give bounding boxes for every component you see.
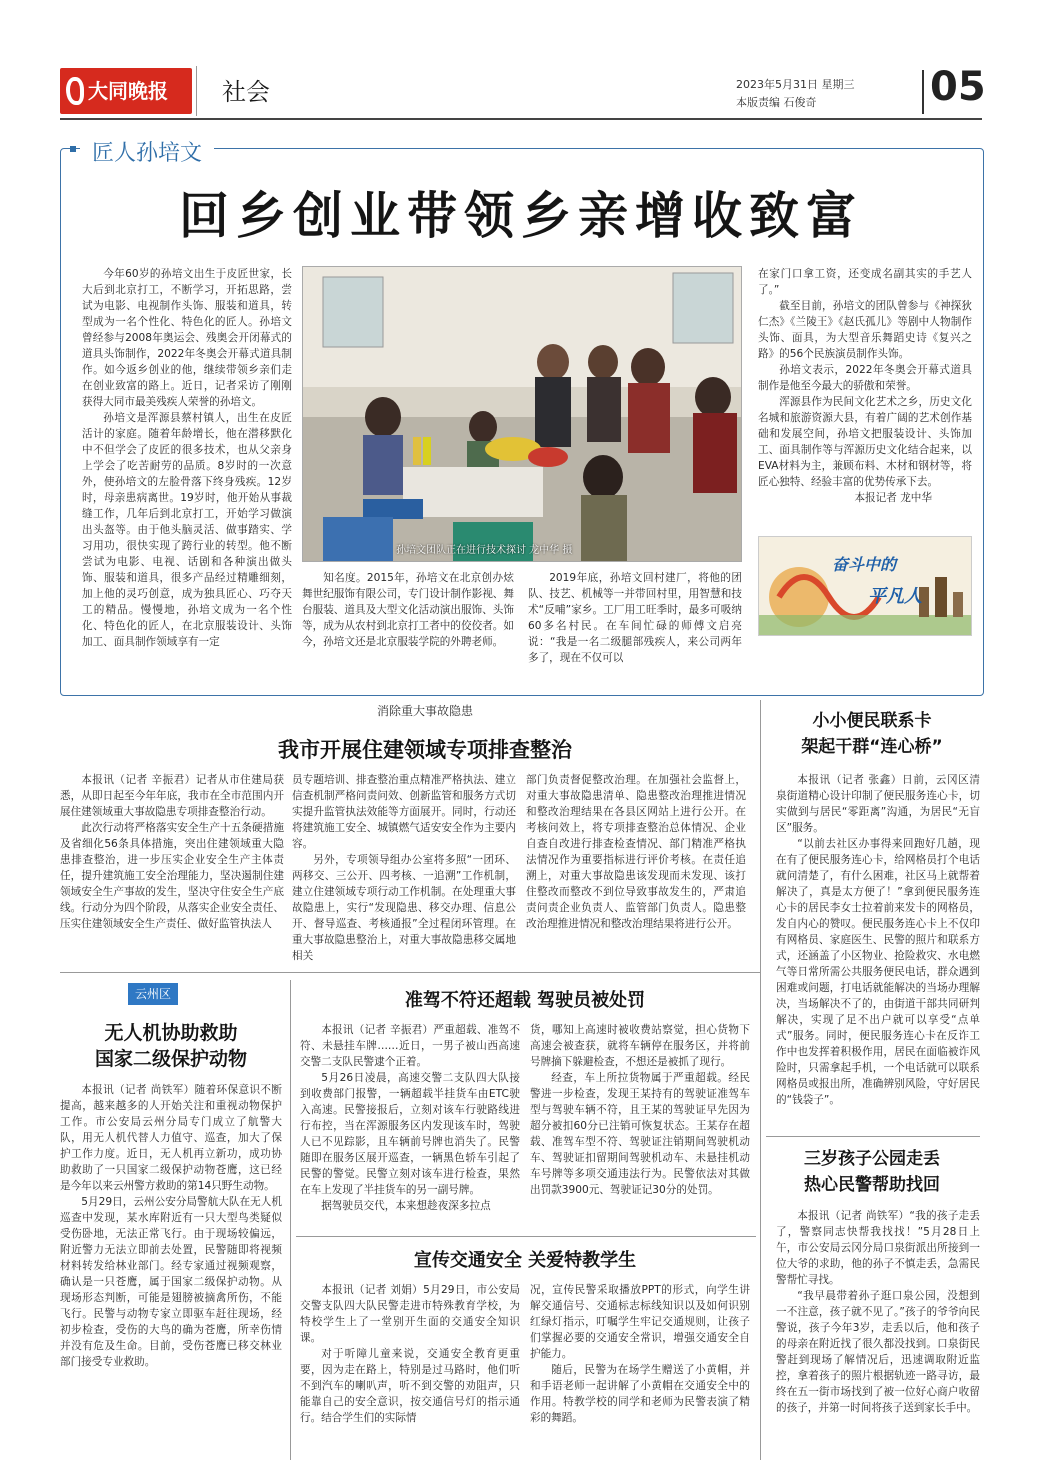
overload-headline: 准驾不符还超载 驾驶员被处罚 <box>404 990 646 1011</box>
paragraph: 本报讯（记者 辛振君）严重超载、准驾不符、未悬挂车牌……近日，一男子被山西高速交警二支队民警逮个正着。 <box>300 1024 520 1068</box>
paragraph: 部门负责督促整改治理。在加强社会监督上，对重大事故隐患清单、隐患整改治理推进情况和整改治理结果在各县区网站上进行公开。在考核问效上，将专项排查整治总体情况、企业自查自改进行排查检查情况、部门精准严格执法情况作为重要指标进行评价考核。在责任追溯上，对重大事故隐患该发现而未发现、该打住整改而整改不到位导致事故发生的，严肃追责问责企业负责人、监管部门负责人。隐患整改治理推进情况和整改治理结果将进行公开。 <box>526 774 746 930</box>
paragraph: 货，哪知上高速时被收费站察觉，担心货物下高速会被查获，就将车辆停在服务区，并将前号牌摘下躲避检查，不想还是被抓了现行。 <box>530 1024 750 1068</box>
feature-column-4 <box>758 266 972 506</box>
feature-photo <box>302 266 742 562</box>
paragraph: 本报讯（记者 尚铁军）随着环保意识不断提高，越来越多的人开始关注和重视动物保护工作。市公安局云州分局专门成立了航警大队，用无人机代替人力值守、巡查，加大了保护工作力度。近日，无人机再立新功，成功协助救助了一只国家二级保护动物苍鹰，这已经是今年以来云州警方救助的第14只野生动物。 <box>60 1084 282 1192</box>
page-editor: 本版责编 石俊奇 <box>736 96 817 109</box>
district-tag: 云州区 <box>128 983 178 1005</box>
feature-headline: 回乡创业带领乡亲增收致富 <box>179 187 863 245</box>
overload-column-1 <box>300 1022 520 1214</box>
paragraph: 据驾驶员交代，本来想趁夜深多拉点 <box>321 1200 491 1212</box>
paragraph: 5月26日凌晨，高速交警二支队四大队接到收费部门报警，一辆超载半挂货车由ETC驶入高速。民警接报后，立刻对该车行驶路线进行布控，当在浑源服务区内发现该车时，驾驶人已不见踪影，且车辆前号牌也消失了。民警随即在服务区展开巡查，一辆黑色轿车引起了民警的警觉。民警立刻对该车进行检查，果然在车上发现了半挂货车的另一副号牌。 <box>300 1072 520 1196</box>
column-divider <box>290 980 291 1460</box>
feature-column-1 <box>82 266 292 650</box>
paragraph: 况，宣传民警采取播放PPT的形式，向学生讲解交通信号、交通标志标线知识以及如何识别红绿灯指示，叮嘱学生牢记交通规则，让孩子们掌握必要的交通安全常识，增强交通安全自护能力。 <box>530 1284 750 1360</box>
page-number: 05 <box>930 64 986 110</box>
page-number-divider <box>922 70 924 114</box>
card-body <box>776 772 980 1108</box>
child-headline-2: 热心民警帮助找回 <box>804 1175 940 1195</box>
paragraph: 孙培文是浑源县蔡村镇人，出生在皮匠活计的家庭。随着年龄增长，他在潜移默化中不但学会了皮匠的很多技术，也从父亲身上学会了吃苦耐劳的品质。8岁时的一次意外，使孙培文的左脸骨落下终身残疾。12岁时，母亲患病离世。19岁时，他开始从事裁缝工作，几年后到北京打工，开始学习做演出头盔等。由于他头脑灵活、做事踏实、学习用功，很快实现了跨行业的转型。他不断尝试为电影、电视、话剧和各种演出做头饰、服装和道具，很多产品经过精雕细刻，加上他的灵巧创意，成为独具匠心、巧夺天工的精品。慢慢地，孙培文成为一名个性化、特色化的匠人，在北京服装设计、头饰加工、面具制作领域享有一定 <box>82 412 292 648</box>
promo-banner <box>758 536 972 636</box>
section-divider <box>296 1236 756 1237</box>
paragraph: “我早晨带着孙子逛口泉公园，没想到一不注意，孩子就不见了。”孩子的爷爷向民警说，孩子今年3岁，走丢以后，他和孩子的母亲在附近找了很久都没找到。口泉街民警赶到现场了解情况后，迅速调取附近监控，拿着孩子的照片根据轨迹一路寻访，最终在五一街市场找到了被一位好心商户收留的孩子，并第一时间将孩子送到家长手中。 <box>776 1290 980 1414</box>
paragraph: 知名度。2015年，孙培文在北京创办炫舞世纪服饰有限公司，专门设计制作影视、舞台服装、道具及大型文化活动演出服饰、头饰等，成为从农村到北京打工者中的佼佼者。如今，孙培文还是北京服装学院的外聘老师。 <box>302 572 514 648</box>
paragraph: 本报讯（记者 辛振君）记者从市住建局获悉，从即日起至今年年底，我市在全市范围内开展住建领域重大事故隐患专项排查整治行动。 <box>60 774 284 818</box>
traffic-column-1 <box>300 1282 520 1426</box>
traffic-column-2 <box>530 1282 750 1426</box>
traffic-headline: 宣传交通安全 关爱特教学生 <box>413 1250 637 1271</box>
drone-headline-1: 无人机协助救助 <box>104 1022 238 1044</box>
card-headline-2: 架起干群“连心桥” <box>801 737 943 757</box>
paragraph: 2019年底，孙培文回村建厂，将他的团队、技艺、机械等一并带回村里，用智慧和技术“反哺”家乡。工厂用工旺季时，最多可吸纳60多名村民。在车间忙碌的师傅文启亮说：“我是一名二级腿部残疾人，来公司两年多了，现在不仅可以 <box>528 572 742 664</box>
safety-column-2 <box>292 772 516 964</box>
workshop-photo-illustration <box>303 267 742 562</box>
section-divider <box>766 1136 980 1137</box>
drone-body <box>60 1082 282 1370</box>
header-rule <box>60 118 982 120</box>
paragraph: 本报讯（记者 刘娟）5月29日，市公安局交警支队四大队民警走进市特殊教育学校，为特校学生上了一堂别开生面的交通安全知识课。 <box>300 1284 520 1344</box>
safety-column-3 <box>526 772 746 932</box>
safety-headline: 我市开展住建领域专项排查整治 <box>278 738 572 762</box>
paragraph: 经查，车上所拉货物属于严重超载。经民警进一步检查，发现王某持有的驾驶证准驾车型与驾驶车辆不符，且王某的驾驶证早先因为超分被扣60分已注销可恢复状态。王某存在超载、准驾车型不符、驾驶证注销期间驾驶机动车、驾驶证扣留期间驾驶机动车、未悬挂机动车号牌等多项交通违法行为。民警依法对其做出罚款3900元、驾驶证记30分的处罚。 <box>530 1072 750 1196</box>
paragraph: 另外，专项领导组办公室将多照“一团环、两移交、三公开、四考核、一追溯”工作机制，建立住建领域专项行动工作机制。在处理重大事故隐患上，实行“发现隐患、移交办理、信息公开、督导巡查、考核通报”全过程闭环管理。在重大事故隐患整治上，对重大事故隐患移交属地相关 <box>292 854 516 962</box>
card-headline-1: 小小便民联系卡 <box>812 711 932 731</box>
feature-byline: 本报记者 龙中华 <box>854 492 932 504</box>
feature-column-2 <box>302 570 514 650</box>
newspaper-logo <box>60 68 192 114</box>
overload-column-2 <box>530 1022 750 1198</box>
promo-title-1: 奋斗中的 <box>832 555 897 574</box>
paragraph: 孙培文表示，2022年冬奥会开幕式道具制作是他至今最大的骄傲和荣誉。 <box>758 364 972 392</box>
promo-title-2: 平凡人 <box>868 586 922 607</box>
paragraph: 本报讯（记者 尚铁军）“我的孩子走丢了，警察同志快帮我找找！”5月28日上午，市公安局云冈分局口泉街派出所接到一位大爷的求助，他的孙子不慎走丢，急需民警帮忙寻找。 <box>776 1210 980 1286</box>
paragraph: 今年60岁的孙培文出生于皮匠世家，长大后到北京打工，不断学习，开拓思路，尝试为电影、电视制作头饰、服装和道具，转型成为一名个性化、特色化的匠人。孙培文曾经参与2008年奥运会、残奥会开闭幕式的道具头饰制作，2022年冬奥会开幕式道具制作。如今返乡创业的他，继续带领乡亲们走在创业致富的路上。近日，记者采访了刚刚获得大同市最美残疾人荣誉的孙培文。 <box>82 268 292 408</box>
newspaper-name: 大同晚报 <box>88 79 168 103</box>
logo-mark-icon <box>66 77 84 105</box>
section-divider <box>60 972 760 973</box>
column-tag-marker <box>70 146 76 152</box>
column-divider <box>760 700 761 1460</box>
paragraph: 本报讯（记者 张鑫）日前，云冈区清泉街道精心设计印制了便民服务连心卡，切实做到与居民“零距离”沟通，为居民“无盲区”服务。 <box>776 774 980 834</box>
safety-kicker: 消除重大事故隐患 <box>376 704 473 718</box>
feature-column-3 <box>528 570 742 666</box>
paragraph: 在家门口拿工资，还变成名副其实的手艺人了。” <box>758 268 972 296</box>
feature-column-tag: 匠人孙培文 <box>80 136 214 167</box>
header-divider <box>196 66 197 116</box>
paragraph: 此次行动将严格落实安全生产十五条硬措施及省细化56条具体措施，突出住建领域重大隐患排查整治，进一步压实企业安全生产主体责任，提升建筑施工安全治理能力，坚决遏制住建领域安全生产事故的发生，坚决守住安全生产底线。行动分为四个阶段，从落实企业安全责任、压实住建领域安全生产责任、做好监管执法人 <box>60 822 284 930</box>
issue-date: 2023年5月31日 星期三 <box>736 78 855 91</box>
child-headline-1: 三岁孩子公园走丢 <box>804 1149 940 1169</box>
paragraph: “以前去社区办事得来回跑好几趟，现在有了便民服务连心卡，给网格员打个电话就问清楚了，有什么困难，社区马上就帮着解决了，真是太方便了！”拿到便民服务连心卡的居民李女士拉着前来发卡的网格员，发自内心的赞叹。便民服务连心卡上不仅印有网格员、家庭医生、民警的照片和联系方式，还涵盖了小区物业、抢险救灾、水电燃气等日常所需公共服务便民电话，群众遇到困难或问题，打电话就能解决的当场办理解决，当场解决不了的，由街道干部共同研判解决，实现了足不出户就可以享受“点单式”服务。同时，便民服务连心卡在反诈工作中也发挥着积极作用，居民在面临被诈风险时，只需拿起手机，一个电话就可以联系网格员或报出所，准确辨别风险，守好居民的“钱袋子”。 <box>776 838 980 1106</box>
paragraph: 截至目前，孙培文的团队曾参与《神探狄仁杰》《兰陵王》《赵氏孤儿》等剧中人物制作头饰、面具，为大型音乐舞蹈史诗《复兴之路》的56个民族演员制作头饰。 <box>758 300 972 360</box>
child-body <box>776 1208 980 1416</box>
paragraph: 员专题培训、排查整治重点精准严格执法、建立信查机制严格问责问效、创新监管和服务方式切实提升监管执法效能等方面展开。同时，行动还将建筑施工安全、城镇燃气适安安全作为主要内容。 <box>292 774 516 850</box>
safety-column-1 <box>60 772 284 932</box>
feature-photo-caption: 孙培文团队正在进行技术探讨 龙中华 摄 <box>396 545 573 556</box>
paragraph: 5月29日，云州公安分局警航大队在无人机巡查中发现，某水库附近有一只大型鸟类疑似受伤卧地，无法正常飞行。由于现场较偏远，附近警力无法立即前去处置，民警随即将视频材料转发给林业部门。经专家通过视频观察，确认是一只苍鹰，属于国家二级保护动物。从现场形态判断，可能是翅膀被摘禽所伤，不能飞行。民警与动物专家立即驱车赶往现场，经初步检查，受伤的大鸟的确为苍鹰，所幸伤情并没有危及生命。目前，受伤苍鹰已移交林业部门接受专业救助。 <box>60 1196 282 1368</box>
section-name: 社会 <box>222 78 270 106</box>
paragraph: 浑源县作为民间文化艺术之乡，历史文化名城和旅游资源大县，有着广阔的艺术创作基础和发展空间，孙培文把服装设计、头饰加工、面具制作等与浑源历史文化结合起来，以EVA材料为主，兼顾布料、木材和钢材等，将匠心独特、经验丰富的优势传承下去。 <box>758 396 972 488</box>
paragraph: 随后，民警为在场学生赠送了小黄帽，并和手语老师一起讲解了小黄帽在交通安全中的作用。特教学校的同学和老师为民警表演了精彩的舞蹈。 <box>530 1364 750 1424</box>
drone-headline-2: 国家二级保护动物 <box>94 1048 247 1070</box>
paragraph: 对于听障儿童来说，交通安全教育更重要，因为走在路上，特别是过马路时，他们听不到汽车的喇叭声，听不到交警的劝阻声，只能靠自己的安全意识，按交通信号灯的指示通行。结合学生们的实际情 <box>300 1348 520 1424</box>
